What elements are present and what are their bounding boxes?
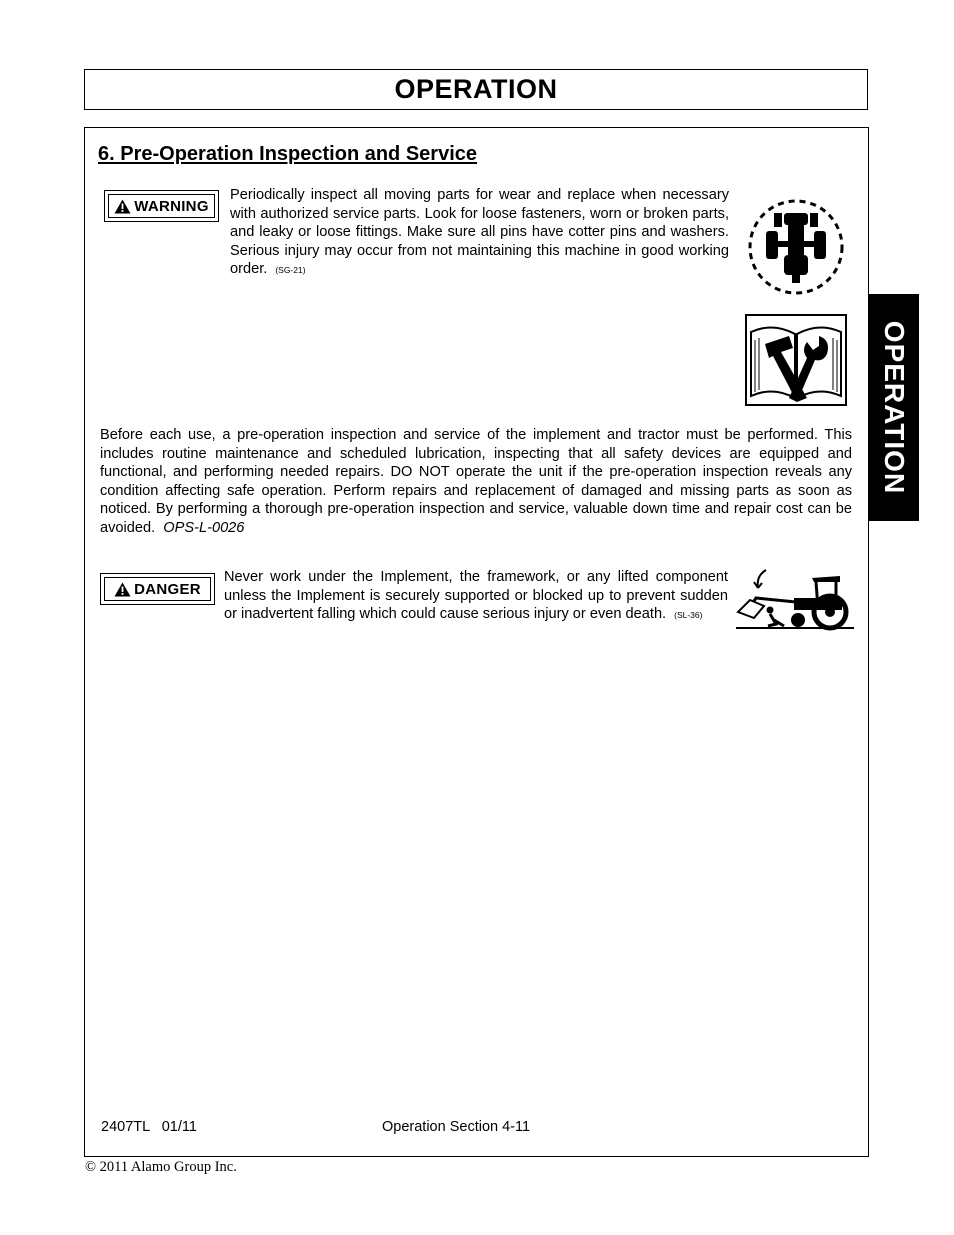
copyright-notice: © 2011 Alamo Group Inc. (85, 1159, 237, 1175)
section-title: 6. Pre-Operation Inspection and Service (98, 143, 478, 165)
danger-body: Never work under the Implement, the framework, or any lifted component unless the Implement is securely supported or blocked up to prevent sudden or inadvertent falling which could cause serious injury or even death. (224, 569, 728, 623)
inspection-body: Before each use, a pre-operation inspection and service of the implement and tractor must be performed. This includes routine maintenance and scheduled lubrication, inspecting that all safety devices are equipped and functional, and performing needed repairs. DO NOT operate the unit if the pre-operation inspection reveals any condition affecting safe operation. Perform repairs and replacement of damaged and missing parts as soon as noticed. By performing a thorough pre-operation inspection and service, valuable down time and repair cost can be avoided. (100, 427, 852, 536)
warning-badge-label: WARNING (134, 197, 209, 215)
footer-page-number: Operation Section 4-11 (382, 1119, 531, 1135)
danger-badge (100, 573, 215, 605)
page-header (84, 69, 868, 110)
alert-triangle-icon (114, 199, 131, 214)
tractor-top-view-icon (744, 195, 848, 299)
danger-badge-label: DANGER (134, 580, 201, 598)
lifted-loader-crush-icon (736, 568, 854, 632)
alert-triangle-icon (114, 582, 131, 597)
footer-model-date: 2407TL 01/11 (101, 1119, 197, 1135)
inspection-paragraph (100, 426, 852, 538)
danger-code: (SL-36) (674, 610, 703, 621)
inspection-code: OPS-L-0026 (163, 519, 245, 536)
warning-text (230, 186, 729, 280)
operation-side-tab (869, 294, 919, 521)
warning-code: (SG-21) (275, 265, 306, 276)
warning-badge (104, 190, 219, 222)
service-manual-tools-icon (745, 314, 847, 406)
page-header-title: OPERATION (394, 74, 558, 104)
danger-text (224, 568, 728, 625)
side-tab-label: OPERATION (879, 320, 910, 495)
warning-body: Periodically inspect all moving parts for wear and replace when necessary with authorized service parts. Look for loose fasteners, worn or broken parts, and leaky or loose fittings. Make sure all pins have cotter pins and washers. Serious injury may occur from not maintaining this machine in good working order. (230, 187, 729, 278)
